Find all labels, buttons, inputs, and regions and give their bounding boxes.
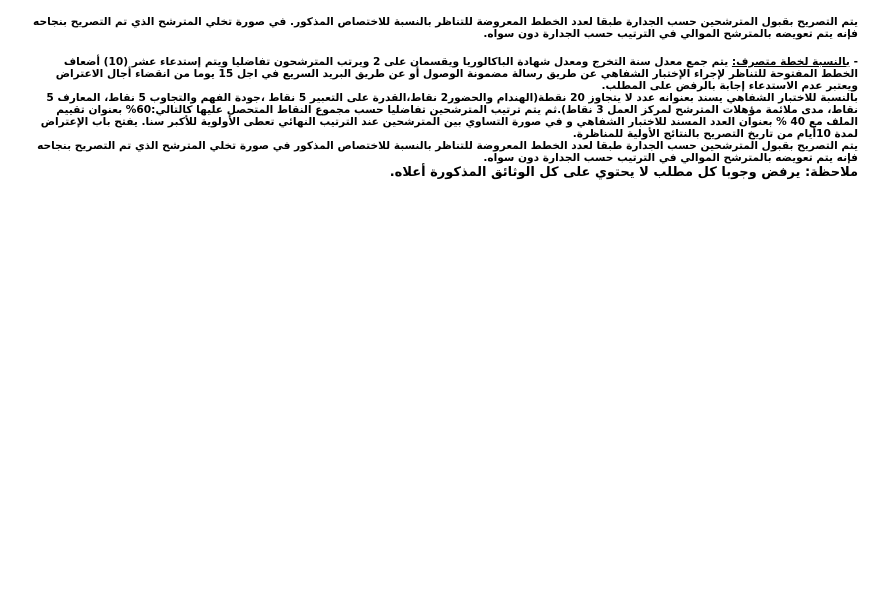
final-acceptance-paragraph: يتم التصريح بقبول المترشحين حسب الجدارة طبقا لعدد الخطط المعروضة للتناظر بالنسبة للاختصاص المذكور في صورة تخلي المترشح الذي تم التصريح بنجاحه فإنه يتم تعويضه بالمترشح الموالي في الترتيب حسب الجدارة دون سواه. [37, 140, 858, 164]
paragraph-spacer [28, 40, 858, 56]
administrator-section [28, 56, 858, 164]
section-bullet: - [849, 56, 858, 68]
acceptance-paragraph: يتم التصريح بقبول المترشحين حسب الجدارة طبقا لعدد الخطط المعروضة للتناظر بالنسبة للاختصاص المذكور. في صورة تخلي المترشح الذي تم التصريح بنجاحه فإنه يتم تعويضه بالمترشح الموالي في الترتيب حسب الجدارة دون سواه. [33, 16, 858, 40]
administrator-criteria-paragraph [28, 56, 858, 92]
note-text: يرفض وجوبا كل مطلب لا يحتوي على كل الوثائق المذكورة أعلاه. [389, 165, 805, 180]
document-page [28, 16, 858, 181]
note-label: ملاحظة: [804, 165, 858, 180]
section-body-1: يتم جمع معدل سنة التخرج ومعدل شهادة الباكالوريا ويقسمان على 2 ويرتب المترشحون تفاضليا ويتم إستدعاء عشر (10) أضعاف الخطط المفتوحة للتناظر لإجراء الإختبار الشفاهي عن طريق رسالة مضمونة الوصول أو عن طريق البريد السريع في اجل 15 يوما من انقضاء أجال الاعتراض ويعتبر عدم الاستدعاء إجابة بالرفض على المطلب. [55, 56, 858, 92]
section-heading: بالنسبة لخطة متصرف: [731, 56, 850, 68]
note-paragraph [28, 165, 858, 181]
oral-exam-paragraph: بالنسبة للاختبار الشفاهي يسند بعنوانه عدد لا يتجاوز 20 نقطة(الهندام والحضور2 نقاط،القدرة على التعبير 5 نقاط ،جودة الفهم والتجاوب 5 نقاط، المعارف 5 نقاط، مدى ملائمة مؤهلات المترشح لمركز العمل 3 نقاط).ثم يتم ترتيب المترشحين تفاضليا حسب مجموع النقاط المتحصل عليها كالتالي:60% بعنوان تقييم الملف مع 40 % بعنوان العدد المسند للاختبار الشفاهي و في صورة التساوي بين المترشحين عند الترتيب النهائي تعطى الأولوية للأكبر سنا. يفتح باب الإعتراض لمدة 10أيام من تاريخ التصريح بالنتائج الأولية للمناظرة. [40, 92, 858, 140]
